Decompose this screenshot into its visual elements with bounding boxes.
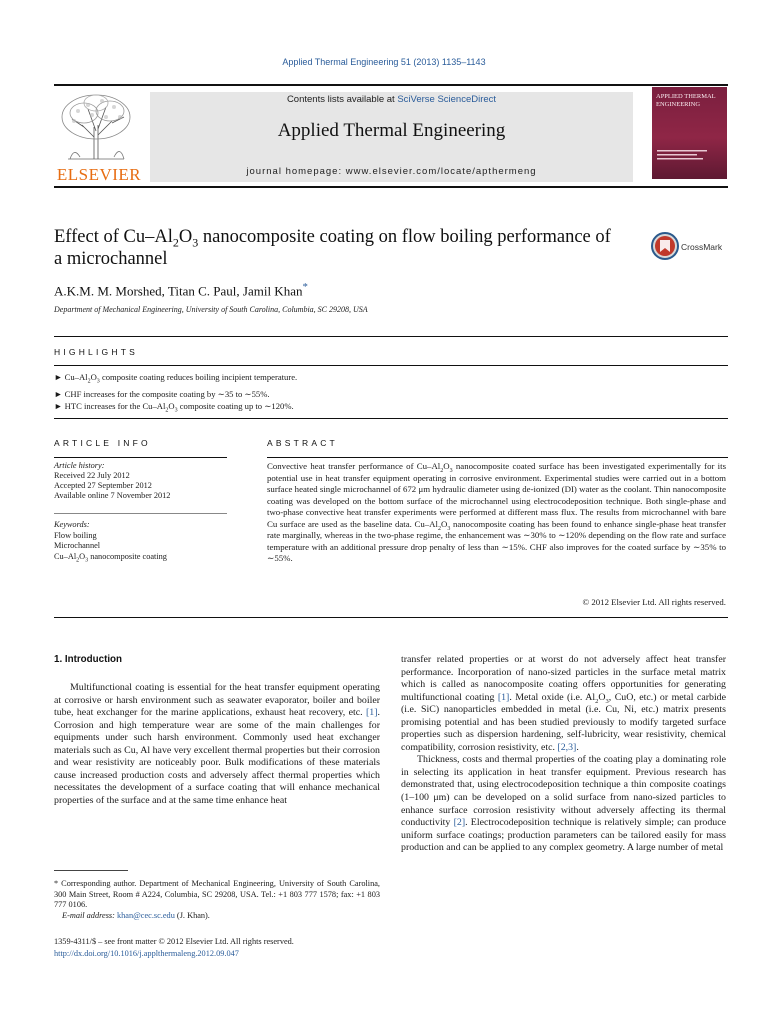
crossmark-label: CrossMark	[681, 242, 723, 252]
keyword: Flow boiling	[54, 530, 97, 540]
citation-link[interactable]: [1]	[497, 691, 510, 703]
author-list	[54, 281, 308, 299]
corresponding-author-mark[interactable]: *	[302, 281, 308, 293]
divider	[54, 418, 728, 419]
body-column-left	[54, 682, 380, 807]
title-text: O	[178, 227, 193, 247]
keyword: Microchannel	[54, 541, 101, 551]
affiliation: Department of Mechanical Engineering, University of South Carolina, Columbia, SC 29208, USA	[54, 305, 368, 314]
issn-line: 1359-4311/$ – see front matter © 2012 Elsevier Ltd. All rights reserved.	[54, 937, 294, 946]
crossmark-icon[interactable]	[651, 231, 731, 261]
corresponding-author-footnote: * Corresponding author. Department of Mechanical Engineering, University of South Carolina, 300 Main Street, Room # A224, Columbia, SC 29208, USA. Tel.: +1 803 777 1578; fax: +1 803 777 0106. E-mail address: khan@cec.sc.edu (J. Khan).	[54, 879, 380, 920]
header-rule-top	[54, 84, 728, 86]
divider	[54, 513, 227, 514]
online-date: Available online 7 November 2012	[54, 491, 171, 500]
header-rule-bottom	[54, 186, 728, 188]
keywords-label: Keywords:	[54, 520, 90, 529]
contents-prefix: Contents lists available at	[286, 94, 398, 105]
journal-title: Applied Thermal Engineering	[277, 120, 506, 141]
citation-link[interactable]: [1]	[366, 707, 378, 719]
title-subscript: 2	[172, 235, 179, 250]
highlight-item: ► CHF increases for the composite coating by ∼35 to ∼55%.	[54, 388, 270, 399]
highlight-item: ► $Cu-Al_2O_3$ composite coating reduces boiling incipient temperature.	[54, 372, 298, 385]
title-text: nanocomposite coating on flow boiling performance of a microchannel	[54, 227, 611, 269]
paragraph: Thickness, costs and thermal properties of the coating play a dominating role in selecting its application in heat transfer equipment. Previous research has demonstrated that, using electrocodeposition technique a thin composite coatings (1–100 μm) can be developed on a solid surface from nano-sized particles to enhance surface corrosion resistivity without adversely affecting its thermal conductivity [2]. Electrocodeposition technique is relatively simple; can produce uniform surface coatings; production parameters can be tailored easily for mass production and can be applied to any complex geometry. A large number of metal	[401, 754, 726, 854]
keywords-block	[54, 520, 229, 566]
divider	[54, 457, 227, 458]
citation-link[interactable]: [2,3]	[557, 741, 577, 753]
divider	[54, 617, 728, 618]
received-date: Received 22 July 2012	[54, 471, 130, 480]
abstract-heading: ABSTRACT	[267, 438, 338, 448]
paragraph: Multifunctional coating is essential for the heat transfer equipment operating at corrosive or harsh environment such as seawater evaporator, boiler and boiler tube, heat exchanger for the marine applications, exhaust heat recovery, etc. [1]. Corrosion and high temperature wear are some of the main challenges for equipments under such harsh environment. Commonly used heat exchanger materials such as Cu, Al have very excellent thermal properties but their corrosion and wear resistivity are noticeably poor. Bulk modifications of these materials cause increased production costs and adversely affect thermal properties which necessitates the development of a surface coating that will enhance mechanical properties of the surface and at the same time enhance heat	[54, 682, 380, 806]
section-heading-introduction: 1. Introduction	[54, 654, 123, 665]
journal-cover-decoration	[657, 150, 721, 164]
title-subscript: 3	[192, 235, 199, 250]
sciencedirect-link[interactable]: SciVerse ScienceDirect	[397, 94, 497, 105]
highlight-item: ► HTC increases for the $Cu-Al_2O_3$ composite coating up to ∼120%.	[54, 400, 294, 414]
journal-homepage-link[interactable]: journal homepage: www.elsevier.com/locate/apthermeng	[246, 166, 537, 177]
journal-cover-title: APPLIED THERMAL ENGINEERING	[656, 93, 716, 108]
author-email-link[interactable]: khan@cec.sc.edu	[117, 910, 175, 920]
highlights-list	[54, 371, 734, 416]
elsevier-wordmark: ELSEVIER	[56, 165, 142, 184]
contents-line	[150, 94, 633, 105]
article-info-heading: ARTICLE INFO	[54, 438, 151, 448]
abstract-text: Convective heat transfer performance of $Cu-Al_2O_3$ nanocomposite coated surface has been investigated experimentally for its potential use in heat transfer equipment operating in corrosive environment. Experimental studies were carried out in a bottom surface heated single microchannel of 672 μm hydraulic diameter using de-ionized (DI) water as the coolant. Thin nanocomposite coating was developed on the bottom surface of the microchannel using electrocodeposition technique. Both single-phase and two-phase convective heat transfer experiments were performed at different mass flux. The results from microchannel with bare Cu surface are used as the baseline data. $Cu-Al_2O_3$ nanocomposite coating has been found to enhance single-phase heat transfer rate marginally, whereas in the two-phase regime, the enhancement was ∼30% to ∼120% depending on the flow rate and surface temperature with an additional pressure drop penalty of less than ∼15%. CHF also improves for the coated surface by ∼35% to ∼55%.	[267, 461, 727, 564]
highlights-heading: HIGHLIGHTS	[54, 347, 138, 357]
divider	[54, 336, 728, 337]
paragraph: transfer related properties or at worst do not adversely affect heat transfer performance. Incorporation of nano-sized particles in the surface metal matrix which is called as nanocomposite coating offers opportunities for generating multifunctional coating [1]. Metal oxide (i.e. $Al_2O_3$, CuO, etc.) or metal carbide (i.e. SiC) nanoparticles embedded in metal (i.e. Cu, Ni, etc.) matrix presents promising potential and has been studied previously to modify targeted surface properties such as dispersion hardening, self-lubricity, wear resistivity, chemical compatibility, corrosion resistivity, etc. [2,3].	[401, 654, 727, 753]
doi-link[interactable]: http://dx.doi.org/10.1016/j.applthermaleng.2012.09.047	[54, 949, 239, 958]
abstract-copyright: © 2012 Elsevier Ltd. All rights reserved.	[582, 597, 726, 607]
body-column-right	[401, 654, 726, 855]
article-history	[54, 461, 229, 501]
divider	[267, 457, 728, 458]
title-text: Effect of Cu–Al	[54, 227, 173, 247]
article-title	[54, 226, 614, 270]
accepted-date: Accepted 27 September 2012	[54, 481, 152, 490]
divider	[54, 365, 728, 366]
footnote-rule	[54, 870, 128, 871]
citation-link[interactable]: [2]	[453, 817, 466, 829]
keyword: $Cu-Al_2O_3$ nanocomposite coating	[54, 551, 167, 564]
authors-text: A.K.M. M. Morshed, Titan C. Paul, Jamil Khan	[54, 283, 303, 299]
history-label: Article history:	[54, 461, 105, 470]
journal-citation[interactable]: Applied Thermal Engineering 51 (2013) 1135–1143	[282, 57, 486, 67]
